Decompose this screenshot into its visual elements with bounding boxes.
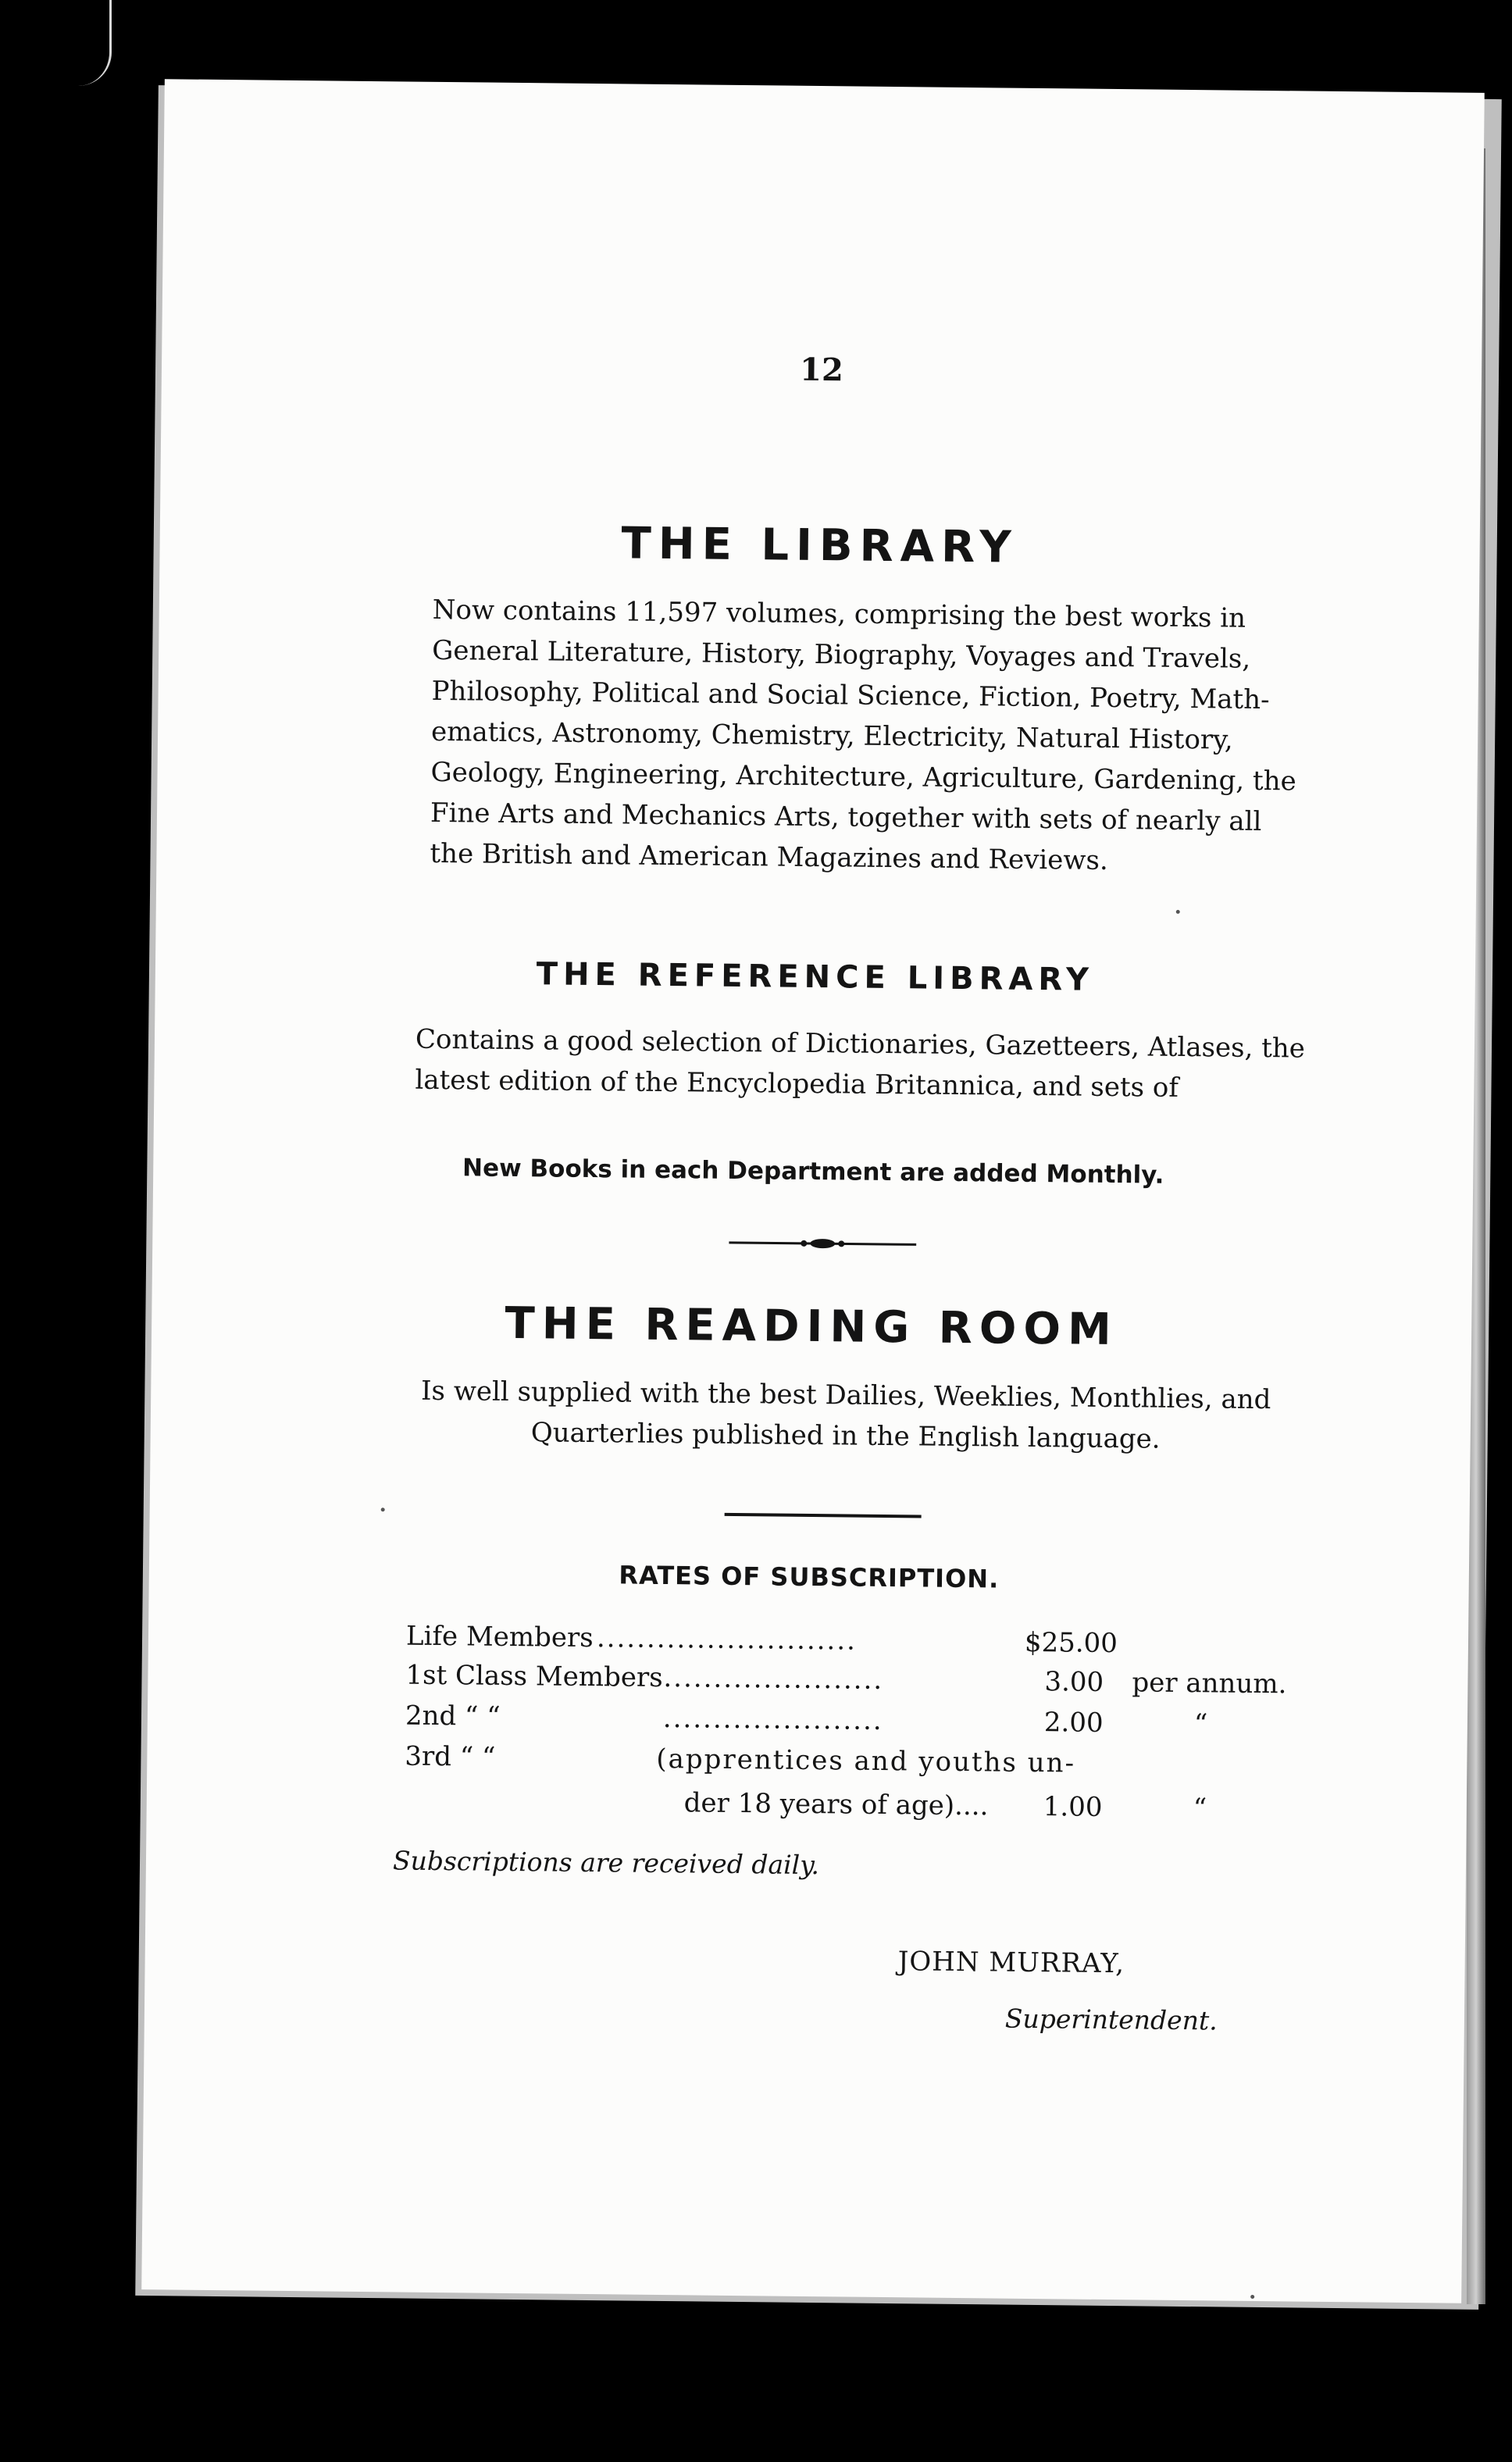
rate-row <box>406 1619 1187 1661</box>
rate-unit: “ <box>1193 1793 1207 1825</box>
rate-label: Life Members <box>405 1620 594 1654</box>
apprentice-line: der 18 years of age).... <box>683 1787 989 1822</box>
library-line: Fine Arts and Mechanics Arts, together with sets of nearly all <box>430 797 1262 837</box>
rate-dots: ...................... <box>662 1703 883 1736</box>
section-rule <box>725 1513 922 1518</box>
page <box>141 79 1485 2303</box>
scan-speck <box>1250 2295 1254 2299</box>
library-line: the British and American Magazines and Reviews. <box>430 837 1108 876</box>
reading-room-heading: THE READING ROOM <box>505 1297 1119 1356</box>
rate-row <box>405 1783 1207 1825</box>
page-content <box>141 79 1485 2303</box>
reading-room-line: Is well supplied with the best Dailies, Weeklies, Monthlies, and <box>420 1375 1271 1416</box>
new-books-notice: New Books in each Department are added Monthly. <box>462 1154 1164 1190</box>
ornament-divider <box>729 1235 916 1253</box>
binding-mark <box>78 0 112 86</box>
rate-amount: 3.00 <box>1044 1666 1104 1698</box>
apprentice-line: (apprentices and youths un- <box>656 1743 1076 1779</box>
rate-amount: 2.00 <box>1043 1707 1104 1739</box>
rate-amount: $25.00 <box>1024 1626 1118 1660</box>
rate-row <box>405 1658 1287 1700</box>
subscription-note: Subscriptions are received daily. <box>392 1845 820 1881</box>
rate-dots: ...................... <box>663 1662 884 1696</box>
scan-speck <box>1176 910 1180 914</box>
rate-dots: .......................... <box>596 1622 858 1657</box>
rate-unit: per annum. <box>1132 1667 1287 1700</box>
reference-paragraph <box>415 1019 1337 1110</box>
rate-label: 2nd “ “ <box>405 1700 501 1732</box>
page-number: 12 <box>799 351 844 389</box>
library-line: Philosophy, Political and Social Science, Fiction, Poetry, Math- <box>431 675 1270 716</box>
reference-line: latest edition of the Encyclopedia Britannica, and sets of <box>415 1064 1179 1104</box>
reference-line: Contains a good selection of Dictionaries, Gazetteers, Atlases, the <box>415 1023 1306 1065</box>
scan-speck <box>381 1508 385 1511</box>
rate-row <box>405 1699 1208 1741</box>
library-line: General Literature, History, Biography, Voyages and Travels, <box>432 634 1251 675</box>
signature-title: Superintendent. <box>1004 2003 1218 2036</box>
library-line: Now contains 11,597 volumes, comprising the best works in <box>432 594 1246 634</box>
library-heading: THE LIBRARY <box>621 518 1019 573</box>
reading-room-line: Quarterlies published in the English language. <box>530 1417 1161 1455</box>
rate-row <box>405 1739 1186 1782</box>
library-line: Geology, Engineering, Architecture, Agriculture, Gardening, the <box>430 756 1296 797</box>
reading-room-paragraph <box>400 1370 1291 1461</box>
library-paragraph <box>430 590 1323 883</box>
rate-label: 3rd “ “ <box>405 1740 496 1773</box>
rate-unit: “ <box>1193 1708 1208 1740</box>
signature-name: JOHN MURRAY, <box>897 1946 1125 1980</box>
library-line: ematics, Astronomy, Chemistry, Electricity, Natural History, <box>430 715 1233 756</box>
reference-heading: THE REFERENCE LIBRARY <box>536 956 1095 998</box>
rate-label: 1st Class Members <box>405 1659 663 1694</box>
rates-title: RATES OF SUBSCRIPTION. <box>619 1560 1000 1594</box>
rate-amount: 1.00 <box>1043 1791 1103 1823</box>
